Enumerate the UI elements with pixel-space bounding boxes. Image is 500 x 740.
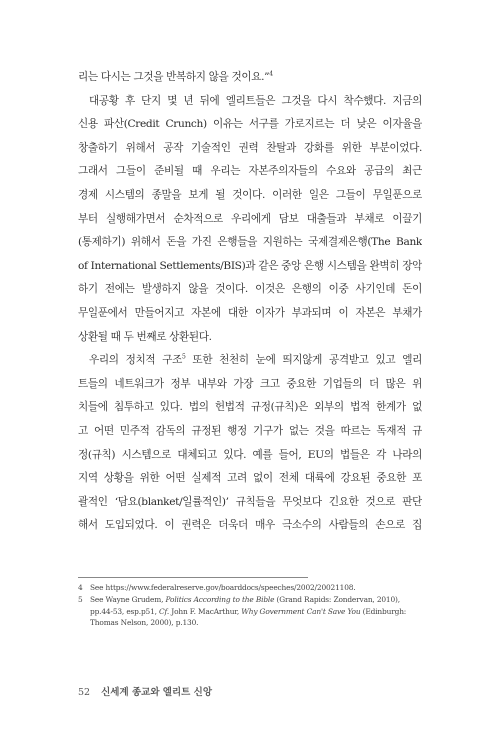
text-line: of International Settlements/BIS)과 같은 중앙 은행 시스템을 완벽히 장악 (78, 259, 422, 272)
text-line: 신용 파산(Credit Crunch) 이유는 서구를 가로지르는 더 낮은 이자율을 (78, 118, 422, 131)
book-title: Why Government Can't Save You (241, 606, 361, 616)
paragraph-1 (78, 66, 422, 90)
text-line: 상환될 때 두 번째로 상환된다. (78, 330, 212, 343)
running-title: 신세계 종교와 엘리트 신앙 (101, 687, 212, 698)
footnote-ref-4[interactable]: 4 (269, 70, 273, 78)
text-line: 대공황 후 단지 몇 년 뒤에 엘리트들은 그것을 다시 착수했다. 지금의 (89, 94, 422, 107)
text-line: 지역 상황을 위한 어떤 실제적 고려 없이 전체 대륙에 강요된 중요한 포 (78, 472, 422, 485)
main-text (78, 66, 422, 538)
footnote-5 (78, 594, 424, 629)
footnote-text: (Grand Rapids: Zondervan, 2010), pp.44-53, esp.p51, (90, 594, 400, 616)
text-line: 무일푼에서 만들어지고 자본에 대한 이자가 부과되며 이 자본은 부채가 (78, 306, 422, 319)
footnote-cf: Cf. (159, 606, 170, 616)
footnote-number: 5 (78, 594, 83, 604)
footnote-divider (78, 577, 308, 578)
footnote-ref-5[interactable]: 5 (182, 353, 186, 361)
footnote-text: John F. MacArthur, (169, 606, 242, 616)
text-line: 창출하기 위해서 공작 기술적인 권력 찬탈과 강화를 위한 부분이었다. (78, 141, 422, 154)
text-line: 부터 실행해가면서 순차적으로 우리에게 담보 대출들과 부채로 이끌기 (78, 212, 422, 225)
text-line: 하기 전에는 발생하지 않을 것이다. 이것은 은행의 이중 사기인데 돈이 (78, 283, 422, 296)
footnote-4 (78, 582, 424, 594)
text-line (78, 66, 422, 90)
footnote-text[interactable]: See https://www.federalreserve.gov/boarddocs/speeches/2002/20021108. (90, 583, 356, 592)
book-title: Politics According to the Bible (165, 594, 275, 604)
text-line: 치들에 침투하고 있다. 법의 헌법적 규정(규칙)은 외부의 법적 한계가 없 (78, 401, 422, 414)
page-number: 52 (78, 687, 91, 698)
text-line: 정(규칙) 시스템으로 대체되고 있다. 예를 들어, EU의 법들은 각 나라의 (78, 448, 422, 461)
text-line: 괄적인 ‘담요(blanket/일률적인)’ 규칙들을 무엇보다 긴요한 것으로 판단 (78, 495, 422, 508)
text-line: 해서 도입되었다. 이 권력은 더욱더 매우 극소수의 사람들의 손으로 집 (78, 519, 422, 532)
paragraph-3 (78, 349, 422, 538)
footnotes (78, 582, 424, 629)
text-line: (통제하기) 위해서 돈을 가진 은행들을 지원하는 국제결제은행(The Bank (78, 236, 422, 249)
text-span: 또한 천천히 눈에 띄지않게 공격받고 있고 엘리 (185, 354, 422, 367)
paragraph-2 (78, 90, 422, 350)
text-span: 우리의 정치적 구조 (89, 354, 182, 367)
footnote-text: See Wayne Grudem, (90, 594, 166, 604)
text-line: 고 어떤 민주적 감독의 규정된 행정 기구가 없는 것을 따르는 독재적 규 (78, 424, 422, 437)
text-line: 경제 시스템의 종말을 보게 될 것이다. 이러한 일은 그들이 무일푼으로 (78, 188, 422, 201)
text-line: 트들의 네트워크가 정부 내부와 가장 크고 중요한 기업들의 더 많은 위 (78, 377, 422, 390)
text-span: 리는 다시는 그것을 반복하지 않을 것이요.” (78, 71, 270, 83)
text-line: 그래서 그들이 준비될 때 우리는 자본주의자들의 수요와 공급의 최근 (78, 165, 422, 178)
page-footer (78, 684, 212, 698)
footnote-number: 4 (78, 583, 83, 592)
text-line (78, 349, 422, 373)
footnote-text: (Edinburgh: Thomas Nelson, 2000), p.130. (90, 606, 407, 628)
